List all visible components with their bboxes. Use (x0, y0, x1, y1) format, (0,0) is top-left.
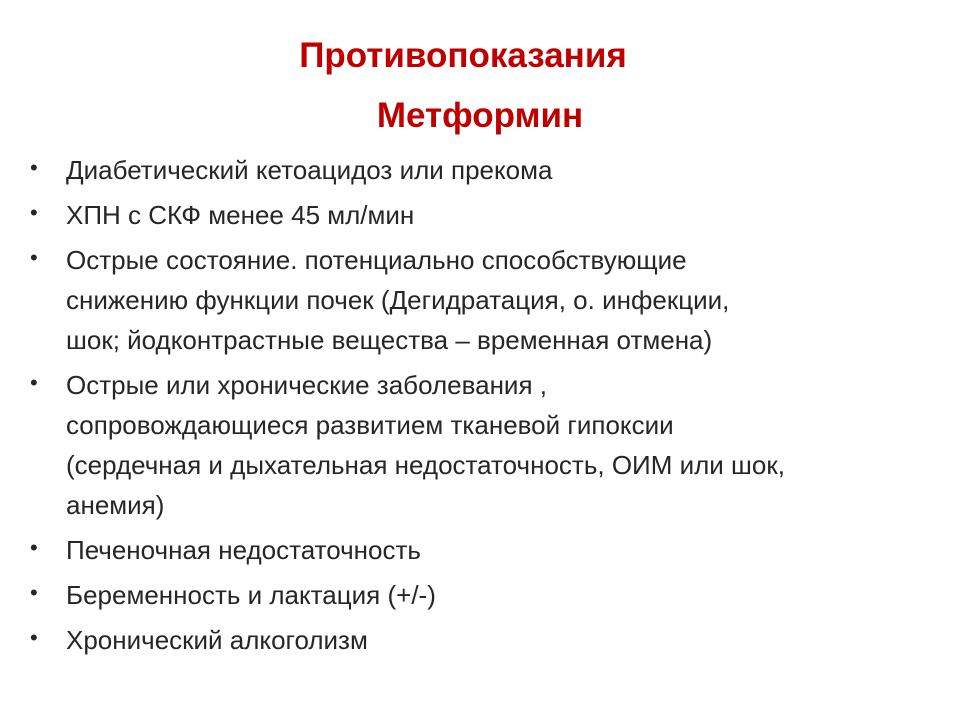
bullet-dot-icon: • (30, 200, 38, 225)
bullet-list (30, 150, 930, 665)
list-item (30, 195, 930, 235)
bullet-dot-icon: • (30, 625, 38, 650)
list-item-text: ХПН с СКФ менее 45 мл/мин (66, 200, 415, 230)
bullet-dot-icon: • (30, 245, 38, 270)
list-item-text: Беременность и лактация (+/-) (66, 580, 436, 610)
slide-title: Противопоказания (299, 36, 627, 75)
bullet-dot-icon: • (30, 580, 38, 605)
bullet-dot-icon: • (30, 155, 38, 180)
list-item-text: Печеночная недостаточность (66, 535, 421, 565)
list-item (30, 240, 930, 360)
list-item-text: Острые или хронические заболевания , сопровождающиеся развитием тканевой гипоксии (сердечная и дыхательная недостаточность, ОИМ или шок, анемия) (66, 370, 785, 520)
list-item (30, 575, 930, 615)
bullet-dot-icon: • (30, 370, 38, 395)
list-item (30, 530, 930, 570)
list-item (30, 150, 930, 190)
list-item-text: Острые состояние. потенциально способствующие снижению функции почек (Дегидратация, о. инфекции, шок; йодконтрастные вещества – временная отмена) (66, 245, 730, 355)
bullet-dot-icon: • (30, 535, 38, 560)
slide-subtitle: Метформин (376, 96, 584, 135)
list-item-text: Диабетический кетоацидоз или прекома (66, 155, 553, 185)
list-item (30, 620, 930, 660)
list-item-text: Хронический алкоголизм (66, 625, 368, 655)
list-item (30, 365, 930, 525)
